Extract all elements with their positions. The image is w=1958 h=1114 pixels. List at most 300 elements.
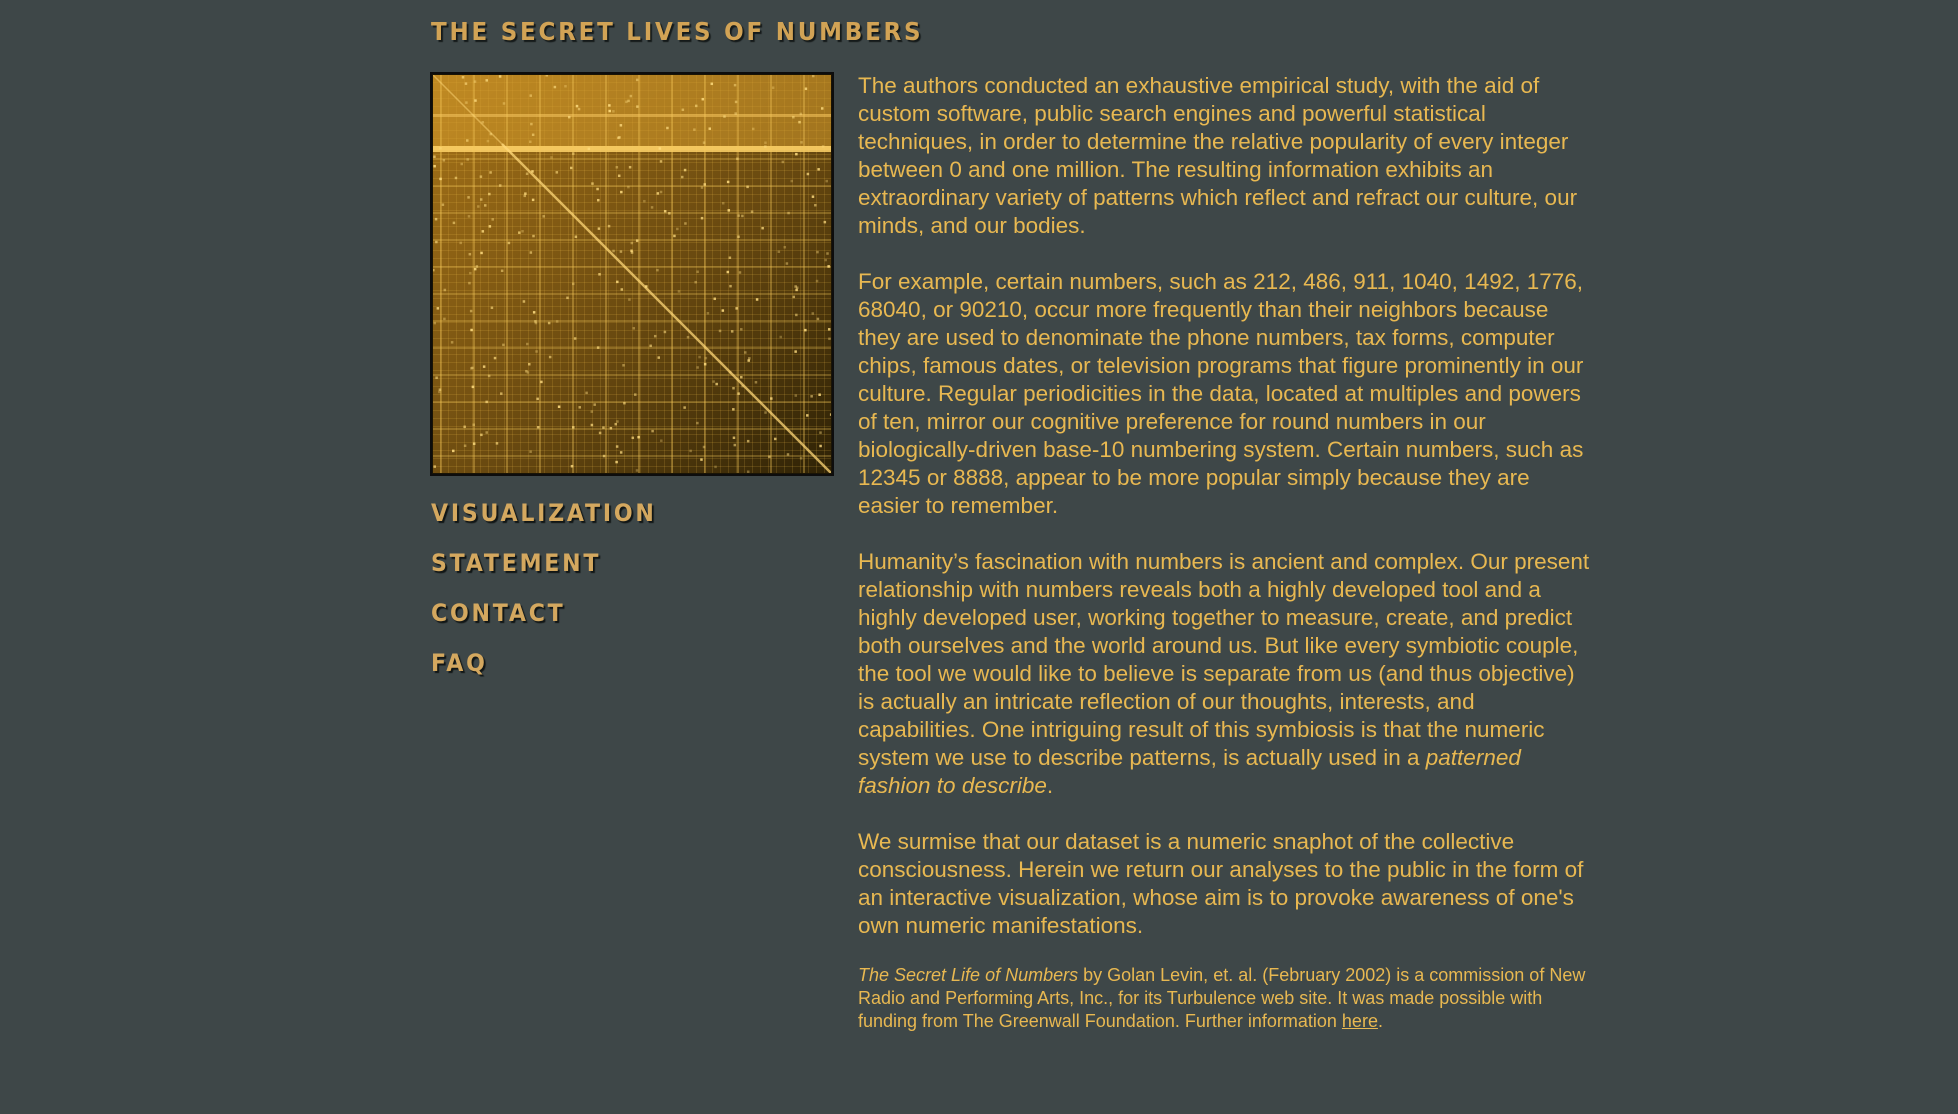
viz-speck	[715, 383, 718, 386]
viz-speck	[761, 227, 764, 230]
viz-speck	[628, 298, 631, 301]
viz-speck	[740, 376, 743, 379]
viz-speck	[736, 158, 739, 161]
viz-line	[432, 347, 832, 349]
viz-speck	[752, 128, 755, 131]
viz-speck	[755, 381, 758, 384]
viz-line	[432, 266, 832, 268]
paragraph-study: The authors conducted an exhaustive empirical study, with the aid of custom software, public search engines and powerful statistical techniques, in order to determine the relative popularity of every integer between 0 and one million. The resulting information exhibits an extraordinary variety of patterns which reflect and refract our culture, our minds, and our bodies.	[858, 73, 1578, 238]
viz-speck	[465, 101, 468, 104]
viz-speck	[664, 210, 667, 213]
viz-speck	[701, 217, 704, 220]
viz-speck	[660, 191, 663, 194]
viz-speck	[616, 281, 619, 284]
viz-speck	[453, 222, 456, 225]
viz-speck	[636, 239, 639, 242]
paragraph-examples: For example, certain numbers, such as 212, 486, 911, 1040, 1492, 1776, 68040, or 90210, occur more frequently than their neighbors because they are used to denominate the phone numbers, tax forms, computer chips, famous dates, or television programs that figure prominently in our culture. Regular periodicities in the data, located at multiples and powers of ten, mirror our cognitive preference for round numbers in our biologically-driven base-10 numbering system. Certain numbers, such as 12345 or 8888, appear to be more popular simply because they are easier to remember.	[858, 269, 1584, 518]
viz-speck	[682, 109, 685, 112]
viz-speck	[615, 423, 618, 426]
viz-speck	[593, 403, 596, 406]
viz-speck	[818, 393, 821, 396]
viz-speck	[435, 218, 438, 221]
nav-visualization[interactable]: VISUALIZATION	[431, 499, 657, 527]
viz-speck	[473, 442, 476, 445]
viz-line	[737, 74, 739, 474]
viz-speck	[700, 458, 703, 461]
viz-speck	[532, 235, 535, 238]
viz-speck	[599, 432, 602, 435]
viz-speck	[526, 343, 529, 346]
viz-speck	[703, 446, 706, 449]
viz-speck	[629, 166, 632, 169]
viz-speck	[444, 289, 447, 292]
work-title: The Secret Life of Numbers	[858, 965, 1079, 985]
viz-speck	[476, 265, 479, 268]
viz-speck	[627, 100, 630, 103]
viz-speck	[466, 139, 469, 142]
viz-speck	[529, 141, 532, 144]
viz-speck	[687, 336, 690, 339]
viz-speck	[705, 357, 708, 360]
viz-speck	[532, 199, 535, 202]
viz-speck	[529, 450, 532, 453]
viz-speck	[678, 290, 681, 293]
viz-speck	[727, 181, 730, 184]
viz-speck	[780, 336, 783, 339]
viz-speck	[684, 169, 687, 172]
viz-speck	[658, 356, 661, 359]
viz-speck	[792, 116, 795, 119]
viz-speck	[548, 322, 551, 325]
viz-speck	[459, 242, 462, 245]
viz-speck	[819, 431, 822, 434]
viz-speck	[772, 86, 775, 89]
viz-speck	[620, 451, 623, 454]
viz-speck	[437, 307, 440, 310]
viz-speck	[572, 283, 575, 286]
viz-speck	[502, 344, 505, 347]
viz-line	[638, 74, 640, 474]
viz-speck	[729, 371, 732, 374]
more-info-link[interactable]: here	[1341, 1011, 1378, 1031]
viz-speck	[740, 328, 743, 331]
viz-speck	[499, 184, 502, 187]
viz-speck	[782, 161, 785, 164]
viz-speck	[518, 231, 521, 234]
viz-speck	[616, 420, 619, 423]
viz-speck	[824, 259, 827, 262]
viz-speck	[485, 401, 488, 404]
viz-speck	[485, 79, 488, 82]
viz-speck	[470, 329, 473, 332]
viz-speck	[528, 363, 531, 366]
viz-speck	[819, 445, 822, 448]
viz-speck	[612, 250, 615, 253]
viz-speck	[494, 357, 497, 360]
viz-speck	[800, 113, 803, 116]
viz-speck	[608, 110, 611, 113]
viz-speck	[550, 156, 553, 159]
viz-speck	[828, 328, 831, 331]
viz-speck	[804, 329, 807, 332]
viz-speck	[633, 327, 636, 330]
viz-speck	[800, 141, 803, 144]
viz-speck	[579, 406, 582, 409]
viz-speck	[480, 175, 483, 178]
viz-speck	[556, 171, 559, 174]
viz-line	[803, 74, 805, 474]
viz-speck	[673, 235, 676, 238]
viz-speck	[480, 252, 483, 255]
viz-speck	[826, 252, 829, 255]
viz-speck	[438, 391, 441, 394]
viz-line	[473, 74, 475, 474]
viz-speck	[477, 205, 480, 208]
viz-speck	[794, 350, 797, 353]
viz-speck	[537, 426, 540, 429]
viz-speck	[689, 450, 692, 453]
viz-speck	[623, 402, 626, 405]
viz-speck	[712, 380, 715, 383]
viz-speck	[694, 281, 697, 284]
viz-speck	[827, 265, 830, 268]
viz-speck	[676, 228, 679, 231]
viz-speck	[747, 471, 750, 474]
viz-speck	[805, 87, 808, 90]
viz-speck	[535, 322, 538, 325]
viz-speck	[610, 427, 613, 430]
credits-text: by Golan Levin, et. al. (February 2002) is a commission of New Radio and Performing Arts, Inc., for its Turbulence web site. It was made possible with funding from The Greenwall Foundation. Further information	[858, 965, 1586, 1031]
viz-speck	[731, 330, 734, 333]
viz-speck	[591, 182, 594, 185]
viz-speck	[597, 199, 600, 202]
viz-speck	[816, 251, 819, 254]
viz-speck	[768, 456, 771, 459]
viz-speck	[488, 193, 491, 196]
viz-speck	[784, 246, 787, 249]
viz-line	[432, 158, 832, 160]
viz-speck	[709, 127, 712, 130]
viz-speck	[636, 105, 639, 108]
viz-speck	[591, 410, 594, 413]
viz-speck	[651, 206, 654, 209]
viz-speck	[483, 365, 486, 368]
viz-line	[432, 212, 832, 214]
viz-speck	[649, 345, 652, 348]
viz-speck	[487, 140, 490, 143]
viz-speck	[433, 165, 436, 168]
viz-speck	[616, 166, 619, 169]
viz-speck	[466, 158, 469, 161]
main-content	[858, 72, 1593, 1061]
viz-line	[432, 239, 832, 241]
viz-speck	[540, 381, 543, 384]
viz-speck	[524, 192, 527, 195]
viz-speck	[744, 351, 747, 354]
viz-speck	[482, 230, 485, 233]
viz-speck	[536, 398, 539, 401]
viz-speck	[701, 186, 704, 189]
viz-speck	[787, 453, 790, 456]
viz-speck	[751, 210, 754, 213]
viz-speck	[664, 331, 667, 334]
viz-speck	[828, 338, 831, 341]
viz-speck	[698, 356, 701, 359]
viz-speck	[578, 108, 581, 111]
viz-speck	[469, 272, 472, 275]
visualization-thumbnail[interactable]	[430, 72, 834, 476]
main-nav	[431, 496, 676, 696]
viz-speck	[474, 99, 477, 102]
viz-speck	[748, 357, 751, 360]
viz-speck	[660, 439, 663, 442]
viz-line	[432, 455, 832, 457]
viz-speck	[632, 437, 635, 440]
viz-speck	[654, 335, 657, 338]
viz-speck	[824, 221, 827, 224]
viz-speck	[735, 307, 738, 310]
viz-speck	[455, 177, 458, 180]
viz-speck	[484, 204, 487, 207]
viz-speck	[499, 75, 502, 78]
viz-speck	[693, 128, 696, 131]
viz-speck	[825, 180, 828, 183]
viz-speck	[521, 230, 524, 233]
viz-speck	[439, 147, 442, 150]
nav-contact[interactable]: CONTACT	[431, 599, 566, 627]
viz-speck	[530, 123, 533, 126]
viz-speck	[723, 115, 726, 118]
viz-line	[704, 74, 706, 474]
viz-speck	[556, 320, 559, 323]
viz-speck	[732, 387, 735, 390]
viz-speck	[481, 121, 484, 124]
viz-speck	[549, 356, 552, 359]
viz-speck	[470, 310, 473, 313]
viz-speck	[490, 133, 493, 136]
viz-speck	[741, 215, 744, 218]
viz-speck	[816, 280, 819, 283]
viz-line	[572, 74, 574, 474]
viz-speck	[727, 271, 730, 274]
viz-speck	[464, 444, 467, 447]
viz-speck	[535, 350, 538, 353]
viz-speck	[529, 94, 532, 97]
viz-speck	[480, 434, 483, 437]
viz-speck	[795, 153, 798, 156]
viz-speck	[572, 152, 575, 155]
viz-speck	[554, 86, 557, 89]
viz-speck	[659, 147, 662, 150]
viz-speck	[735, 101, 738, 104]
viz-speck	[739, 271, 742, 274]
viz-speck	[480, 198, 483, 201]
viz-speck	[491, 218, 494, 221]
viz-speck	[817, 168, 820, 171]
viz-speck	[704, 183, 707, 186]
viz-line	[432, 374, 832, 376]
viz-speck	[713, 298, 716, 301]
viz-speck	[442, 203, 445, 206]
viz-speck	[645, 285, 648, 288]
viz-speck	[572, 426, 575, 429]
viz-speck	[439, 178, 442, 181]
viz-speck	[684, 222, 687, 225]
viz-speck	[812, 312, 815, 315]
viz-speck	[571, 465, 574, 468]
viz-speck	[656, 269, 659, 272]
viz-speck	[496, 442, 499, 445]
viz-speck	[822, 145, 825, 148]
viz-speck	[463, 426, 466, 429]
viz-speck	[620, 191, 623, 194]
viz-speck	[774, 438, 777, 441]
viz-speck	[800, 457, 803, 460]
viz-speck	[575, 236, 578, 239]
viz-speck	[531, 170, 534, 173]
viz-speck	[622, 364, 625, 367]
viz-line	[605, 74, 607, 474]
viz-speck	[433, 465, 436, 468]
viz-speck	[634, 393, 637, 396]
viz-speck	[465, 82, 468, 85]
viz-speck	[812, 75, 815, 78]
viz-speck	[795, 314, 798, 317]
viz-speck	[608, 104, 611, 107]
viz-line	[440, 74, 442, 474]
viz-speck	[821, 107, 824, 110]
viz-speck	[472, 424, 475, 427]
viz-speck	[501, 270, 504, 273]
viz-speck	[602, 426, 605, 429]
viz-speck	[812, 195, 815, 198]
viz-speck	[500, 392, 503, 395]
viz-speck	[630, 95, 633, 98]
viz-speck	[681, 176, 684, 179]
viz-speck	[660, 160, 663, 163]
viz-speck	[443, 159, 446, 162]
site-title: THE SECRET LIVES OF NUMBERS	[431, 17, 924, 46]
viz-speck	[702, 98, 705, 101]
viz-line	[432, 428, 832, 430]
viz-speck	[795, 394, 798, 397]
viz-speck	[666, 127, 669, 130]
paragraph-snapshot: We surmise that our dataset is a numeric snaphot of the collective consciousness. Herein we return our analyses to the public in the form of an interactive visualization, whose aim is to provoke awareness of one's own numeric manifestations.	[858, 829, 1584, 938]
viz-speck	[778, 250, 781, 253]
viz-line	[432, 293, 832, 295]
viz-speck	[588, 148, 591, 151]
viz-speck	[643, 200, 646, 203]
viz-speck	[636, 79, 639, 82]
viz-speck	[756, 298, 759, 301]
viz-line	[432, 401, 832, 403]
viz-speck	[737, 214, 740, 217]
viz-speck	[651, 430, 654, 433]
viz-speck	[711, 83, 714, 86]
paragraph-fascination-end: .	[1046, 773, 1054, 798]
viz-speck	[568, 116, 571, 119]
viz-speck	[485, 431, 488, 434]
viz-speck	[817, 318, 820, 321]
viz-speck	[615, 461, 618, 464]
viz-speck	[612, 110, 615, 113]
viz-speck	[732, 408, 735, 411]
viz-speck	[733, 437, 736, 440]
viz-speck	[570, 167, 573, 170]
viz-line	[671, 74, 673, 474]
viz-speck	[810, 395, 813, 398]
viz-speck	[558, 405, 561, 408]
viz-speck	[729, 256, 732, 259]
viz-speck	[533, 311, 536, 314]
paragraph-fascination-text: Humanity’s fascination with numbers is ancient and complex. Our present relationship with numbers reveals both a highly developed tool and a highly developed user, working together to measure, create, and predict both ourselves and the world around us. But like every symbiotic couple, the tool we would like to believe is separate from us (and thus objective) is actually an intricate reflection of our thoughts, interests, and capabilities. One intriguing result of this symbiosis is that the numeric system we use to describe patterns, is actually used in a	[858, 549, 1590, 770]
viz-speck	[598, 273, 601, 276]
viz-speck	[452, 450, 455, 453]
viz-speck	[618, 175, 621, 178]
viz-line	[432, 320, 832, 322]
viz-speck	[451, 341, 454, 344]
viz-line	[539, 74, 541, 474]
viz-speck	[532, 134, 535, 137]
viz-speck	[542, 215, 545, 218]
viz-speck	[795, 289, 798, 292]
viz-speck	[814, 204, 817, 207]
viz-line	[506, 74, 508, 474]
viz-speck	[703, 141, 706, 144]
paragraph-fascination	[858, 548, 1593, 800]
viz-speck	[472, 386, 475, 389]
viz-speck	[787, 212, 790, 215]
viz-speck	[603, 455, 606, 458]
viz-speck	[576, 105, 579, 108]
viz-speck	[439, 388, 442, 391]
viz-speck	[443, 318, 446, 321]
viz-speck	[591, 424, 594, 427]
viz-speck	[719, 330, 722, 333]
viz-speck	[764, 145, 767, 148]
viz-speck	[696, 422, 699, 425]
viz-speck	[596, 188, 599, 191]
viz-speck	[746, 186, 749, 189]
viz-speck	[503, 102, 506, 105]
paragraph-emphasis: patterned fashion to describe	[858, 745, 1521, 798]
viz-speck	[474, 268, 477, 271]
viz-speck	[695, 105, 698, 108]
nav-faq[interactable]: FAQ	[431, 649, 488, 677]
viz-speck	[747, 440, 750, 443]
viz-speck	[806, 414, 809, 417]
credits-end: .	[1377, 1011, 1383, 1031]
credits-footnote	[858, 964, 1593, 1033]
viz-speck	[796, 286, 799, 289]
viz-speck	[770, 397, 773, 400]
viz-speck	[683, 406, 686, 409]
viz-speck	[627, 186, 630, 189]
viz-speck	[618, 136, 621, 139]
viz-speck	[598, 227, 601, 230]
viz-speck	[637, 436, 640, 439]
viz-speck	[525, 370, 528, 373]
viz-speck	[734, 112, 737, 115]
viz-speck	[625, 101, 628, 104]
nav-statement[interactable]: STATEMENT	[431, 549, 602, 577]
viz-speck	[508, 242, 511, 245]
viz-speck	[489, 171, 492, 174]
viz-speck	[435, 377, 438, 380]
viz-speck	[707, 312, 710, 315]
viz-speck	[523, 300, 526, 303]
viz-speck	[469, 253, 472, 256]
